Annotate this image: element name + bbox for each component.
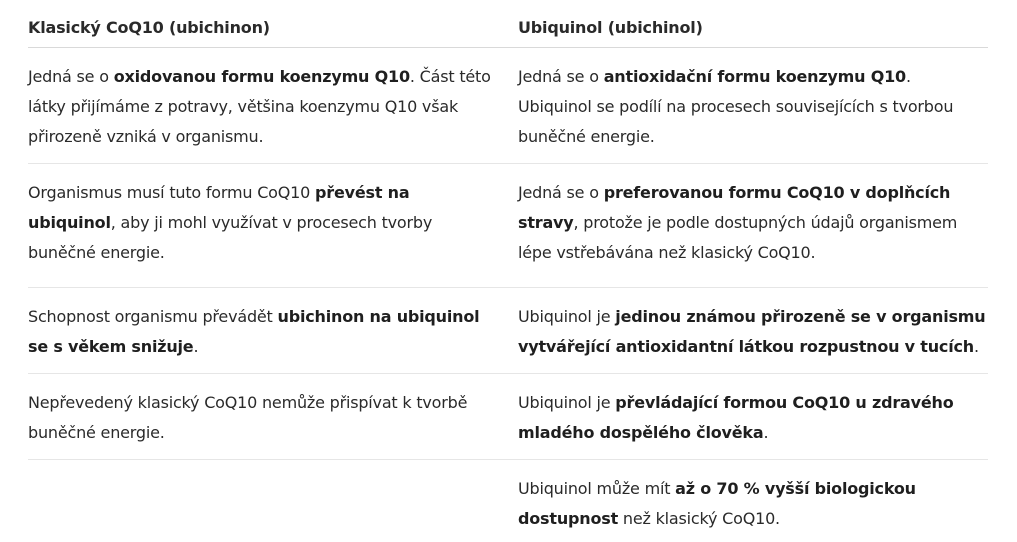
- cell-text: , aby ji mohl využívat v procesech tvorby buněčné energie.: [28, 213, 433, 262]
- table-cell: [28, 48, 518, 163]
- table-cell: [518, 460, 988, 542]
- table-row: [28, 460, 988, 542]
- bold-text: oxidovanou formu koenzymu Q10: [113, 67, 410, 86]
- bold-text: preferovanou formu CoQ10 v doplňcích stravy: [518, 183, 951, 232]
- table-cell: [28, 374, 518, 459]
- table-row: [28, 164, 988, 288]
- table-row: [28, 288, 988, 374]
- table-row: [28, 374, 988, 460]
- bold-text: antioxidační formu koenzymu Q10: [603, 67, 906, 86]
- table-cell: [28, 460, 518, 542]
- table-row: [28, 48, 988, 164]
- comparison-table: [28, 0, 988, 542]
- cell-text: .: [193, 337, 199, 356]
- cell-text: . Ubiquinol se podílí na procesech souvisejících s tvorbou buněčné energie.: [518, 67, 954, 146]
- cell-text: .: [763, 423, 769, 442]
- header-right: Ubiquinol (ubichinol): [518, 18, 703, 37]
- cell-text: Nepřevedený klasický CoQ10 nemůže přispívat k tvorbě buněčné energie.: [28, 393, 468, 442]
- bold-text: jedinou známou přirozeně se v organismu vytvářející antioxidantní látkou rozpustnou v tucích: [518, 307, 986, 356]
- cell-text: Ubiquinol je: [518, 393, 616, 412]
- bold-text: převést na ubiquinol: [28, 183, 410, 232]
- cell-text: Jedná se o: [28, 67, 114, 86]
- cell-text: Organismus musí tuto formu CoQ10: [28, 183, 316, 202]
- header-left: Klasický CoQ10 (ubichinon): [28, 18, 270, 37]
- table-cell: [28, 288, 518, 373]
- table-cell: [518, 164, 988, 287]
- cell-text: . Část této látky přijímáme z potravy, většina koenzymu Q10 však přirozeně vzniká v organismu.: [28, 67, 491, 146]
- cell-text: Jedná se o: [518, 67, 604, 86]
- cell-text: .: [973, 337, 979, 356]
- cell-text: Ubiquinol může mít: [518, 479, 676, 498]
- bold-text: převládající formou CoQ10 u zdravého mladého dospělého člověka: [518, 393, 954, 442]
- table-cell: [518, 288, 988, 373]
- cell-text: Jedná se o: [518, 183, 604, 202]
- table-cell: [518, 374, 988, 459]
- cell-text: Schopnost organismu převádět: [28, 307, 278, 326]
- table-header-row: [28, 0, 988, 48]
- cell-text: než klasický CoQ10.: [618, 509, 780, 528]
- cell-text: Ubiquinol je: [518, 307, 616, 326]
- cell-text: , protože je podle dostupných údajů organismem lépe vstřebávána než klasický CoQ10.: [518, 213, 958, 262]
- bold-text: až o 70 % vyšší biologickou dostupnost: [518, 479, 916, 528]
- bold-text: ubichinon na ubiquinol se s věkem snižuje: [28, 307, 480, 356]
- table-cell: [28, 164, 518, 287]
- table-cell: [518, 48, 988, 163]
